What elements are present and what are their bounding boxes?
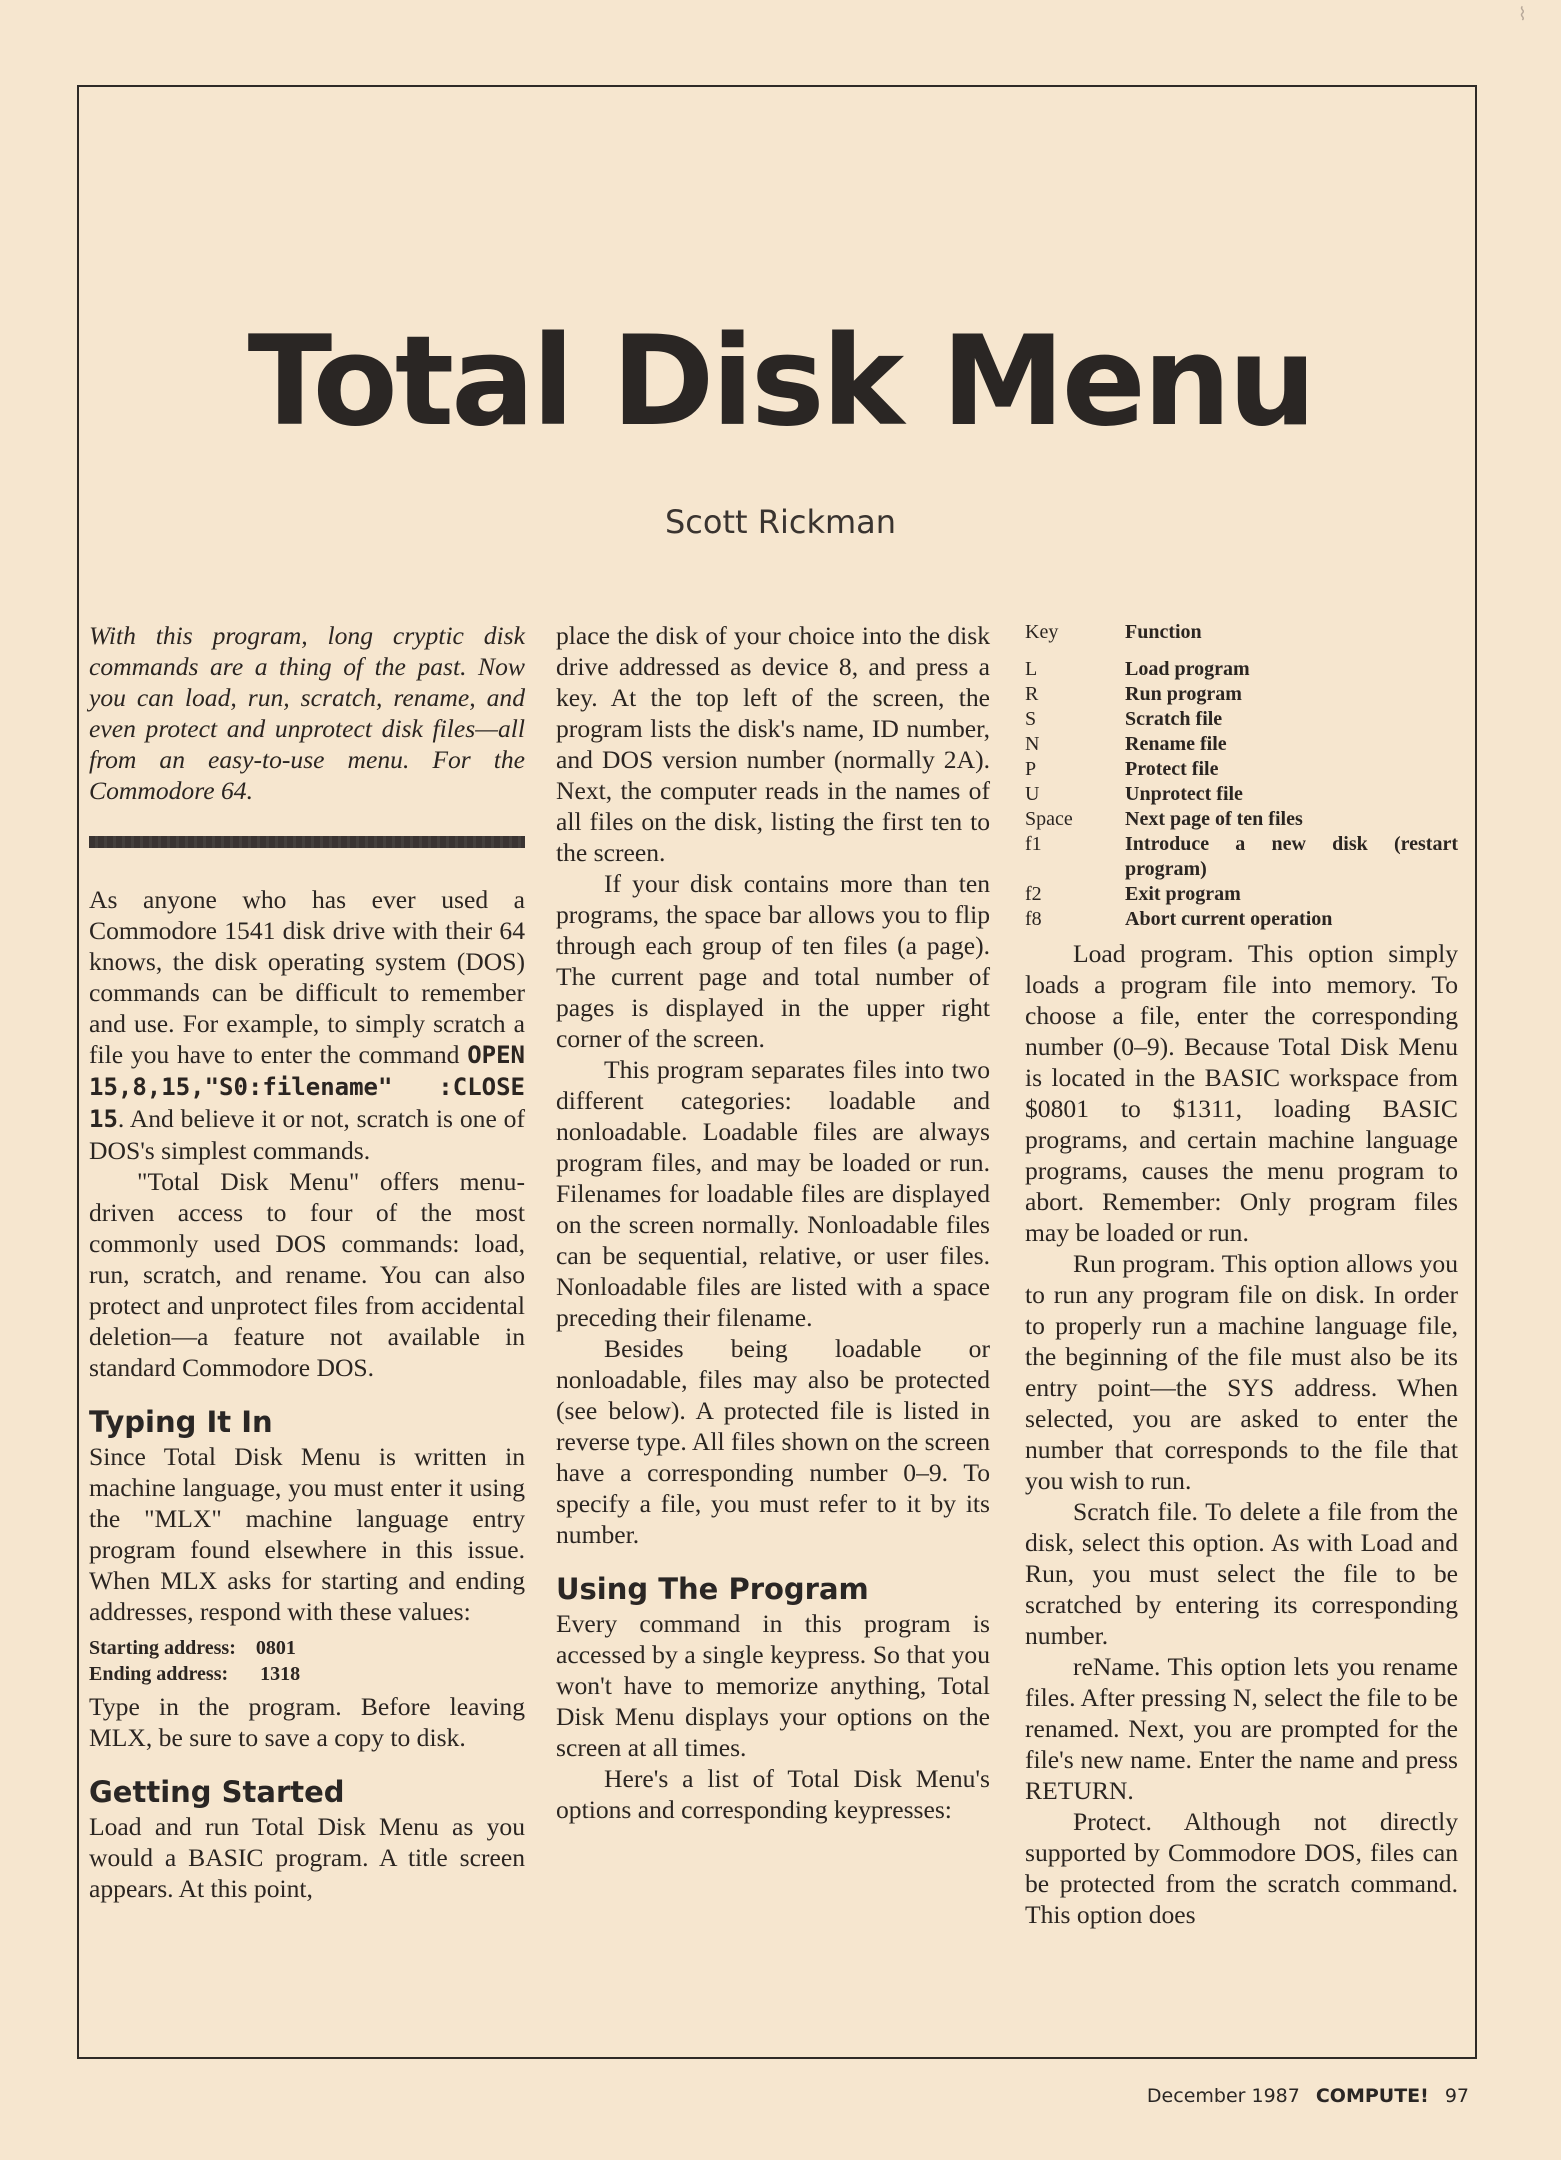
- paragraph: Load and run Total Disk Menu as you would a BASIC program. A title screen appears. At this point,: [89, 1812, 525, 1903]
- intro-blurb: With this program, long cryptic disk commands are a thing of the past. Now you can load, run, scratch, rename, and even protect and unprotect disk files—all from an easy-to-use menu. For the Commodore 64.: [89, 621, 525, 805]
- table-header-function: Function: [1125, 621, 1202, 643]
- paragraph: Load program. This option simply loads a program file into memory. To choose a file, enter the corresponding number (0–9). Because Total Disk Menu is located in the BASIC workspace from $0801 to $1311, loading BASIC programs, and certain machine language programs, causes the menu program to abort. Remember: Only program files may be loaded or run.: [1025, 939, 1458, 1247]
- paragraph: "Total Disk Menu" offers menu-driven access to four of the most commonly used DOS commands: load, run, scratch, and rename. You can also protect and unprotect files from accidental deletion—a feature not available in standard Commodore DOS.: [89, 1167, 525, 1382]
- function-cell: Introduce a new disk (restart program): [1125, 833, 1458, 880]
- key-cell: f8: [1025, 908, 1042, 930]
- table-row: [1025, 782, 1458, 807]
- paragraph: reName. This option lets you rename files. After pressing N, select the file to be renamed. Next, you are prompted for the file's new name. Enter the name and press RETURN.: [1025, 1652, 1458, 1805]
- byline: Scott Rickman: [664, 503, 897, 541]
- function-cell: Run program: [1125, 683, 1242, 705]
- table-row: [1025, 882, 1458, 907]
- column-1: [89, 620, 525, 1904]
- starting-address-value: 0801: [255, 1637, 296, 1659]
- divider-rule: [89, 836, 525, 848]
- table-row: [1025, 907, 1458, 932]
- key-cell: Space: [1025, 808, 1073, 830]
- paragraph-text: As anyone who has ever used a Commodore 1541 disk drive with their 64 knows, the disk operating system (DOS) commands can be difficult to remember and use. For example, to simply scratch a file you have to enter the command: [89, 885, 525, 1069]
- ending-address-value: 1318: [260, 1663, 301, 1685]
- key-cell: P: [1025, 758, 1037, 780]
- paragraph-text: . And believe it or not, scratch is one of DOS's simplest commands.: [89, 1104, 525, 1165]
- paragraph: place the disk of your choice into the disk drive addressed as device 8, and press a key. At the top left of the screen, the program lists the disk's name, ID number, and DOS version number (normally 2A). Next, the computer reads in the names of all files on the disk, listing the first ten to the screen.: [556, 621, 990, 867]
- heading-typing-it-in: Typing It In: [89, 1405, 273, 1439]
- function-cell: Exit program: [1125, 883, 1241, 905]
- paragraph: Every command in this program is accessed by a single keypress. So that you won't have to memorize anything, Total Disk Menu displays your options on the screen at all times.: [556, 1609, 990, 1762]
- paragraph: Type in the program. Before leaving MLX, be sure to save a copy to disk.: [89, 1692, 525, 1752]
- key-cell: N: [1025, 733, 1040, 755]
- page-corner-mark: ⌇: [1518, 4, 1527, 24]
- paragraph: Here's a list of Total Disk Menu's options and corresponding keypresses:: [556, 1764, 990, 1824]
- key-cell: L: [1025, 658, 1038, 680]
- paragraph: Protect. Although not directly supported by Commodore DOS, files can be protected from the scratch command. This option does: [1025, 1807, 1458, 1929]
- table-row: [1025, 682, 1458, 707]
- function-cell: Scratch file: [1125, 708, 1223, 730]
- paragraph: Run program. This option allows you to run any program file on disk. In order to properly run a machine language file, the beginning of the file must also be its entry point—the SYS address. When selected, you are asked to enter the number that corresponds to the file that you wish to run.: [1025, 1249, 1458, 1495]
- table-row: [1025, 832, 1458, 882]
- function-cell: Unprotect file: [1125, 783, 1243, 805]
- paragraph: This program separates files into two different categories: loadable and nonloadable. Loadable files are always program files, and may be loaded or run. Filenames for loadable files are displayed on the screen normally. Nonloadable files can be sequential, relative, or user files. Nonloadable files are listed with a space preceding their filename.: [556, 1055, 990, 1332]
- key-cell: R: [1025, 683, 1039, 705]
- address-values: [89, 1635, 525, 1687]
- heading-using-the-program: Using The Program: [556, 1572, 869, 1606]
- paragraph: Since Total Disk Menu is written in machine language, you must enter it using the "MLX" machine language entry program found elsewhere in this issue. When MLX asks for starting and ending addresses, respond with these values:: [89, 1442, 525, 1626]
- paragraph: Scratch file. To delete a file from the disk, select this option. As with Load and Run, you must select the file to be scratched by entering its corresponding number.: [1025, 1497, 1458, 1650]
- function-cell: Protect file: [1125, 758, 1219, 780]
- command-text: :CLOSE 15: [89, 1073, 525, 1133]
- article-title: Total Disk Menu: [247, 310, 1314, 454]
- function-cell: Load program: [1125, 658, 1250, 680]
- table-row: [1025, 732, 1458, 757]
- key-cell: f2: [1025, 883, 1042, 905]
- starting-address-label: Starting address:: [89, 1637, 236, 1659]
- table-row: [1025, 757, 1458, 782]
- table-row: [1025, 807, 1458, 832]
- key-cell: f1: [1025, 833, 1042, 855]
- magazine-name: COMPUTE!: [1315, 2085, 1429, 2107]
- table-row: [1025, 707, 1458, 732]
- column-3: [1025, 620, 1458, 1930]
- key-cell: S: [1025, 708, 1037, 730]
- function-cell: Abort current operation: [1125, 908, 1333, 930]
- page-number: 97: [1444, 2085, 1469, 2107]
- page-footer: [1147, 2085, 1469, 2107]
- table-header-row: [1025, 620, 1458, 657]
- function-cell: Next page of ten files: [1125, 808, 1303, 830]
- ending-address-label: Ending address:: [89, 1663, 229, 1685]
- key-cell: U: [1025, 783, 1040, 805]
- issue-date: December 1987: [1146, 2085, 1300, 2107]
- function-cell: Rename file: [1125, 733, 1227, 755]
- paragraph: Besides being loadable or nonloadable, files may also be protected (see below). A protected file is listed in reverse type. All files shown on the screen have a corresponding number 0–9. To specify a file, you must refer to it by its number.: [556, 1334, 990, 1549]
- column-2: [556, 620, 990, 1825]
- key-function-table: [1025, 620, 1458, 932]
- paragraph: [89, 884, 525, 1166]
- table-header-key: Key: [1025, 621, 1059, 643]
- heading-getting-started: Getting Started: [89, 1775, 345, 1809]
- command-text: OPEN 15,8,15,"S0:filename": [89, 1041, 525, 1101]
- table-row: [1025, 657, 1458, 682]
- paragraph: If your disk contains more than ten programs, the space bar allows you to flip through each group of ten files (a page). The current page and total number of pages is displayed in the upper right corner of the screen.: [556, 869, 990, 1053]
